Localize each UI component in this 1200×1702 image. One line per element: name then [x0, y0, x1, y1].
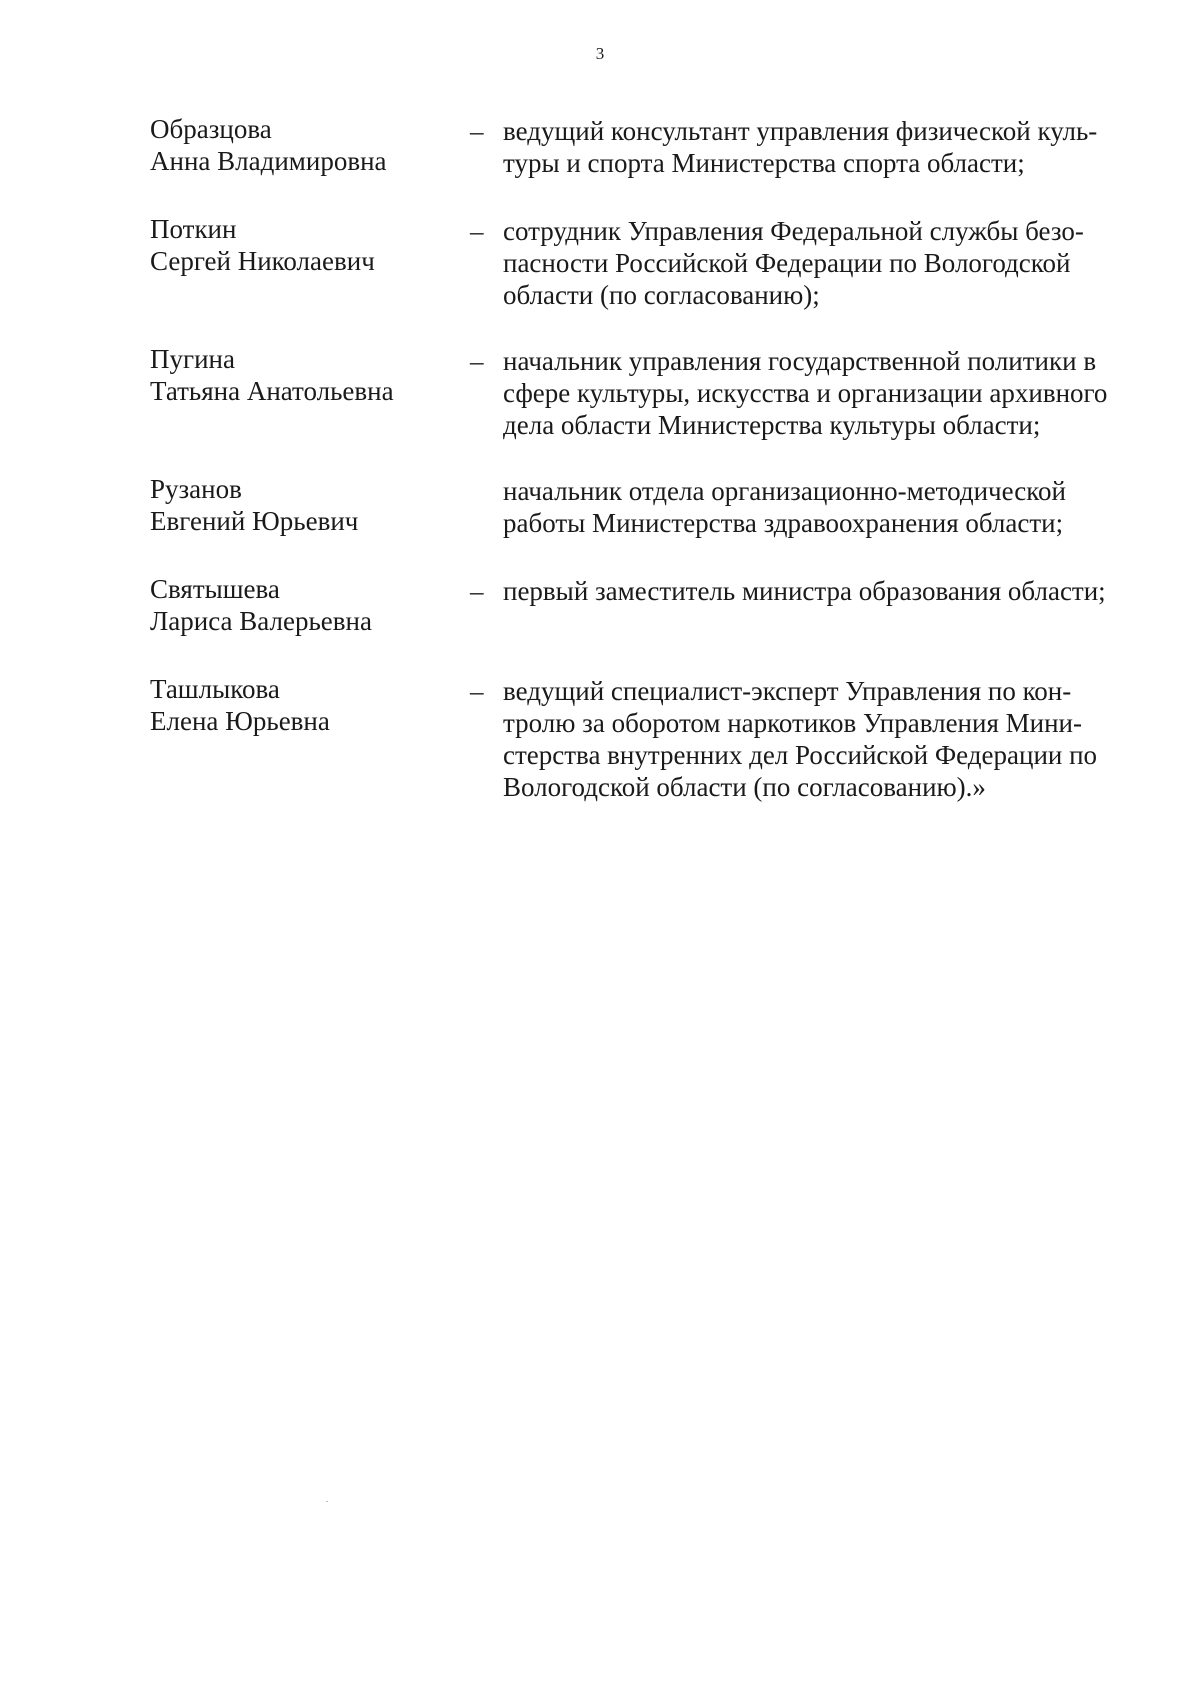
- dash-separator: –: [470, 576, 484, 606]
- position-line: начальник отдела организационно-методической: [503, 476, 1066, 506]
- position-line: пасности Российской Федерации по Вологодской: [503, 248, 1071, 278]
- position-line: сфере культуры, искусства и организации архивного: [503, 378, 1108, 408]
- position-line: ведущий консультант управления физической куль-: [503, 116, 1098, 146]
- scan-speck: [326, 1501, 328, 1502]
- member-given-names: Лариса Валерьевна: [150, 606, 372, 636]
- dash-separator: –: [470, 116, 484, 146]
- member-given-names: Сергей Николаевич: [150, 246, 375, 276]
- member-given-names: Евгений Юрьевич: [150, 506, 359, 536]
- member-name: [150, 343, 450, 407]
- position-line: Вологодской области (по согласованию).»: [503, 772, 986, 802]
- dash-separator: –: [470, 346, 484, 376]
- position-line: стерства внутренних дел Российской Федерации по: [503, 740, 1098, 770]
- member-surname: Святышева: [150, 574, 280, 604]
- member-surname: Рузанов: [150, 474, 242, 504]
- member-surname: Поткин: [150, 214, 237, 244]
- position-line: туры и спорта Министерства спорта области;: [503, 148, 1025, 178]
- member-name: [150, 573, 450, 637]
- member-name: [150, 213, 450, 277]
- position-line: тролю за оборотом наркотиков Управления Мини-: [503, 708, 1082, 738]
- member-position: [503, 575, 1183, 607]
- page-number: 3: [595, 44, 605, 63]
- member-position: [503, 675, 1183, 803]
- member-surname: Ташлыкова: [150, 674, 280, 704]
- position-line: первый заместитель министра образования области;: [503, 576, 1106, 606]
- dash-separator: –: [470, 216, 484, 246]
- position-line: области (по согласованию);: [503, 280, 820, 310]
- member-given-names: Анна Владимировна: [150, 146, 387, 176]
- member-name: [150, 473, 450, 537]
- position-line: начальник управления государственной политики в: [503, 346, 1097, 376]
- member-position: [503, 475, 1183, 539]
- member-name: [150, 113, 450, 177]
- position-line: дела области Министерства культуры области;: [503, 410, 1041, 440]
- dash-separator: –: [470, 676, 484, 706]
- position-line: ведущий специалист-эксперт Управления по кон-: [503, 676, 1072, 706]
- member-name: [150, 673, 450, 737]
- position-line: работы Министерства здравоохранения области;: [503, 508, 1064, 538]
- position-line: сотрудник Управления Федеральной службы безо-: [503, 216, 1084, 246]
- member-position: [503, 345, 1183, 441]
- member-surname: Образцова: [150, 114, 272, 144]
- member-given-names: Татьяна Анатольевна: [150, 376, 394, 406]
- member-surname: Пугина: [150, 344, 235, 374]
- member-position: [503, 215, 1183, 311]
- member-given-names: Елена Юрьевна: [150, 706, 330, 736]
- member-position: [503, 115, 1183, 179]
